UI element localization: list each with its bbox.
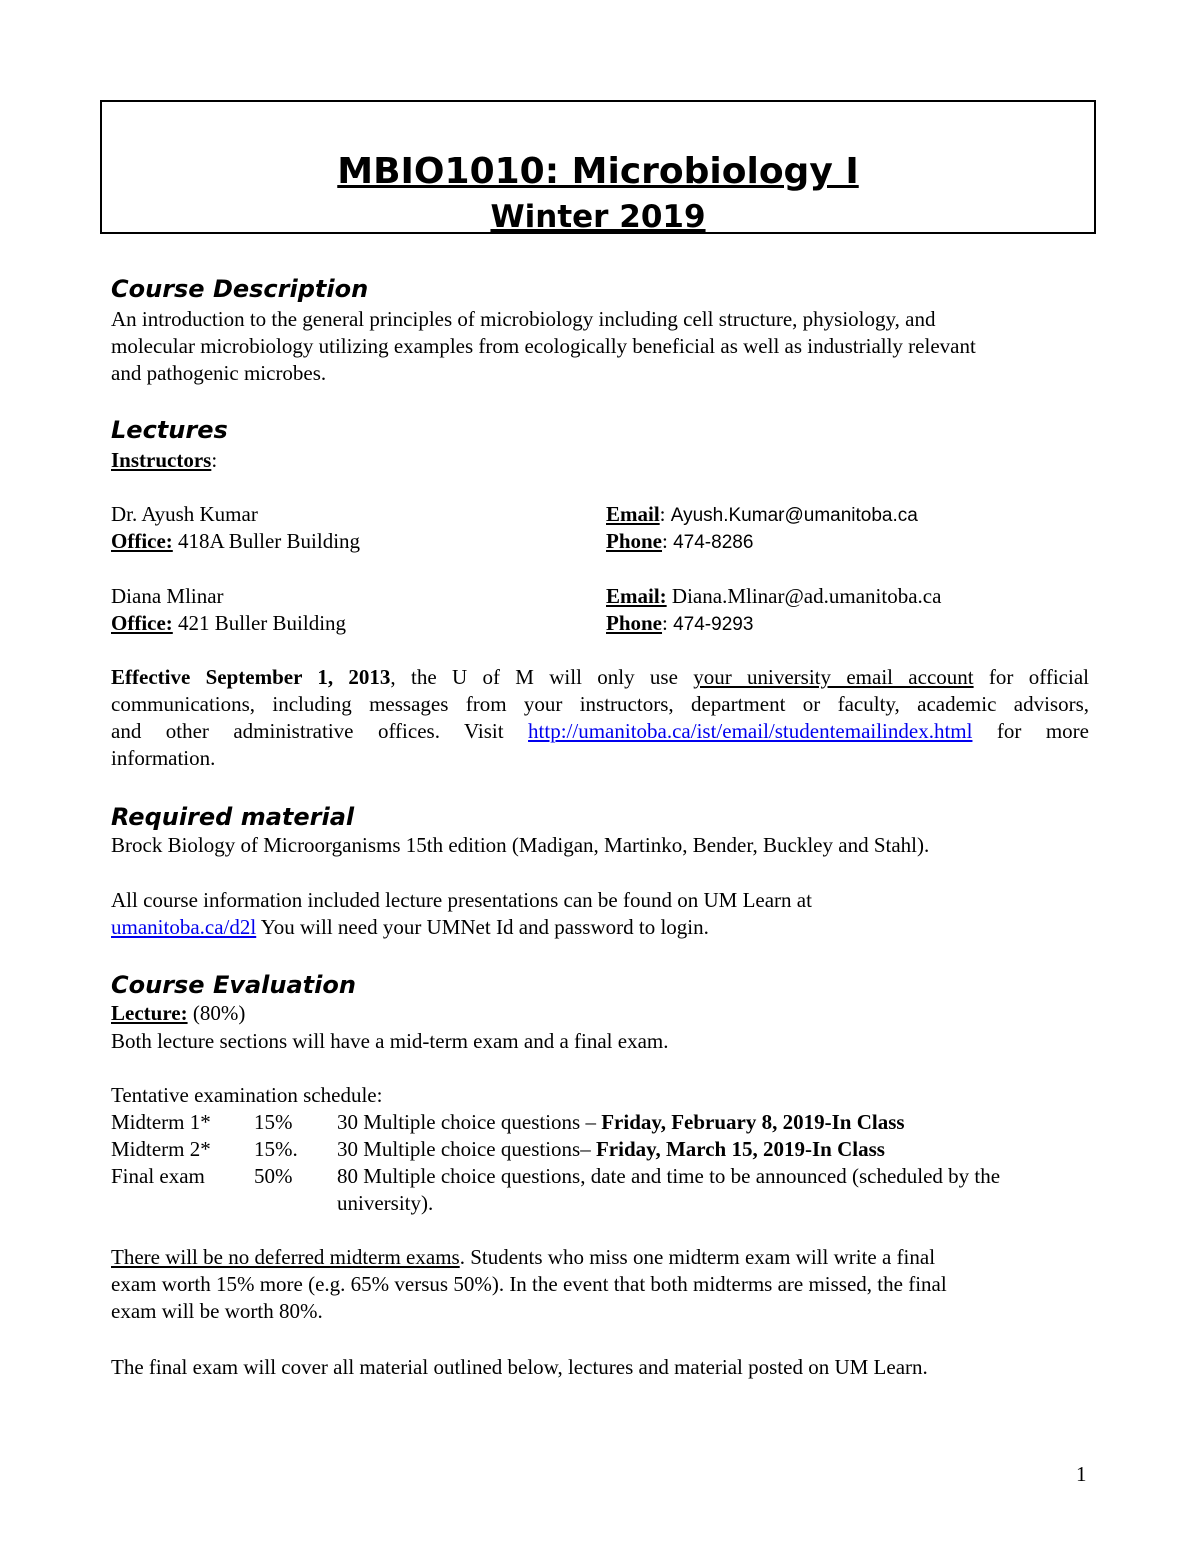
email-notice-line: Effective September 1, 2013, the U of M will only use your university email account for official [111,665,1089,689]
page-number: 1 [1076,1462,1087,1486]
description-line: An introduction to the general principles of microbiology including cell structure, physiology, and [111,307,936,331]
instructor-name: Dr. Ayush Kumar [111,502,258,526]
course-title: MBIO1010: Microbiology I [337,151,859,192]
lectures-heading: Lectures [111,416,228,444]
email-address[interactable]: Diana.Mlinar@ad.umanitoba.ca [671,584,942,608]
schedule-label: Tentative examination schedule: [111,1083,383,1107]
title-box [100,100,1096,234]
email-notice-line: information. [111,746,216,770]
instructor-name: Diana Mlinar [111,584,224,608]
exam-row: Final exam 50% 80 Multiple choice questions, date and time to be announced (scheduled by the university). [111,1164,1001,1215]
lecture-description: Both lecture sections will have a mid-term exam and a final exam. [111,1029,669,1053]
exam-row: Midterm 1* 15% 30 Multiple choice questions – Friday, February 8, 2019-In Class [111,1110,905,1134]
exam-row: Midterm 2* 15%. 30 Multiple choice questions– Friday, March 15, 2019-In Class [111,1137,885,1161]
course-description-heading: Course Description [111,275,369,303]
instructor-phone: Phone: 474-8286 [606,529,754,553]
d2l-link[interactable]: umanitoba.ca/d2l [111,915,257,939]
deferred-policy: There will be no deferred midterm exams. Students who miss one midterm exam will write a final [111,1245,936,1269]
final-exam-coverage: The final exam will cover all material outlined below, lectures and material posted on UM Learn. [111,1355,928,1379]
email-notice-line: and other administrative offices. Visit http://umanitoba.ca/ist/email/studentemailindex.html for more [111,719,1089,743]
description-line: and pathogenic microbes. [111,361,327,385]
email-notice-line: communications, including messages from your instructors, department or faculty, academic advisors, [111,692,1089,716]
instructor-phone: Phone: 474-9293 [606,611,754,635]
instructors-label: Instructors: [111,448,218,472]
um-learn-info: umanitoba.ca/d2l You will need your UMNet Id and password to login. [111,915,709,939]
instructor-email: Email: Diana.Mlinar@ad.umanitoba.ca [606,584,942,608]
required-material-heading: Required material [111,803,355,831]
instructor-email: Email: Ayush.Kumar@umanitoba.ca [606,502,918,526]
um-learn-info: All course information included lecture presentations can be found on UM Learn at [111,888,812,912]
textbook: Brock Biology of Microorganisms 15th edition (Madigan, Martinko, Bender, Buckley and Stahl). [111,833,930,857]
description-line: molecular microbiology utilizing examples from ecologically beneficial as well as industrially relevant [111,334,976,358]
deferred-policy: exam worth 15% more (e.g. 65% versus 50%). In the event that both midterms are missed, the final [111,1272,947,1296]
instructor-office: Office: 421 Buller Building [111,611,347,635]
email-info-link[interactable]: http://umanitoba.ca/ist/email/studentemailindex.html [528,719,973,743]
course-term: Winter 2019 [490,199,706,235]
email-address[interactable]: Ayush.Kumar@umanitoba.ca [670,505,918,526]
lecture-weight: Lecture: (80%) [111,1001,246,1025]
instructor-office: Office: 418A Buller Building [111,529,361,553]
course-evaluation-heading: Course Evaluation [111,971,356,999]
deferred-policy: exam will be worth 80%. [111,1299,323,1323]
